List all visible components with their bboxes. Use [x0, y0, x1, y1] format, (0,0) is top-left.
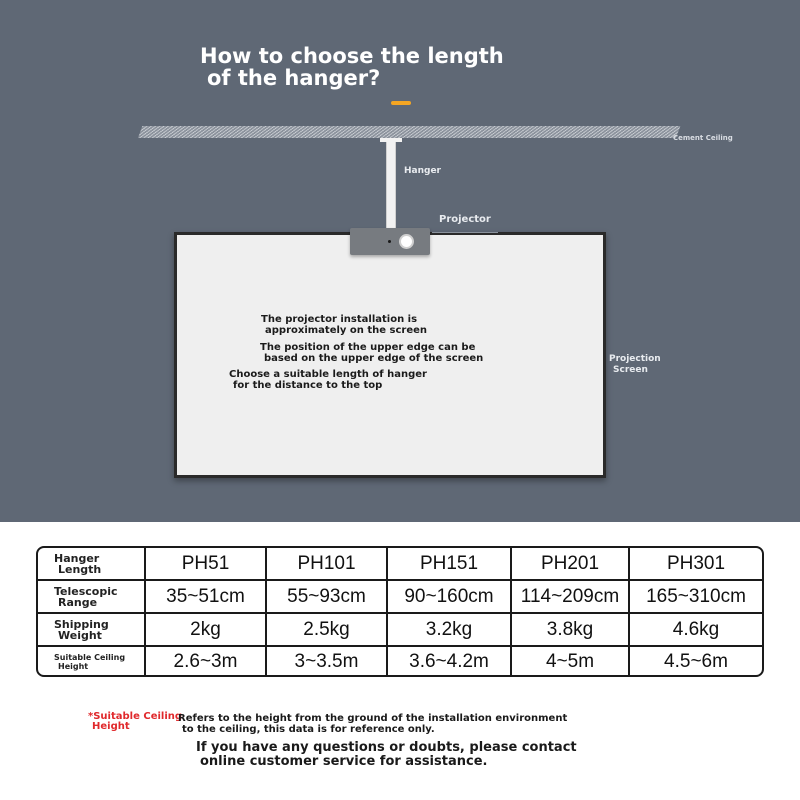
screen-label-line-2: Screen	[613, 365, 648, 375]
table-cell: 90~160cm	[386, 581, 510, 612]
table-cell: 3.8kg	[510, 614, 628, 645]
note-1-line-2: approximately on the screen	[265, 325, 428, 336]
note-2-line-2: based on the upper edge of the screen	[264, 353, 484, 364]
cement-ceiling-graphic	[138, 126, 680, 138]
projector-graphic	[350, 228, 430, 255]
hanger-rod-graphic	[386, 142, 396, 229]
table-cell: PH101	[265, 548, 386, 579]
table-cell: 2.6~3m	[144, 647, 265, 677]
table-cell: 3.2kg	[386, 614, 510, 645]
note-3-line-2: for the distance to the top	[233, 380, 383, 391]
note-3-line-1: Choose a suitable length of hanger	[229, 369, 427, 380]
table-cell: 3.6~4.2m	[386, 647, 510, 677]
row-header-line-2: Weight	[58, 628, 102, 642]
footnote-key	[88, 712, 182, 732]
footnote-text	[178, 713, 567, 735]
table-cell: 3~3.5m	[265, 647, 386, 677]
contact-notice	[196, 741, 577, 769]
table-cell: 4~5m	[510, 647, 628, 677]
table-cell: 165~310cm	[628, 581, 762, 612]
footnote-key-line-1: *Suitable Ceiling	[88, 711, 183, 722]
table-cell: 55~93cm	[265, 581, 386, 612]
hanger-label: Hanger	[404, 166, 441, 176]
contact-line-2: online customer service for assistance.	[200, 754, 488, 769]
footnote-key-line-2: Height	[92, 721, 130, 732]
row-header-line-2: Height	[58, 662, 89, 671]
table-row-shipping-weight	[38, 614, 762, 647]
row-header-line-1: Suitable Ceiling	[54, 653, 126, 662]
table-row-telescopic-range	[38, 581, 762, 614]
projector-callout-line	[432, 232, 498, 233]
table-cell: PH151	[386, 548, 510, 579]
row-header	[38, 548, 144, 579]
table-cell: 2kg	[144, 614, 265, 645]
table-cell: PH201	[510, 548, 628, 579]
table-cell: PH301	[628, 548, 762, 579]
row-header	[38, 581, 144, 612]
contact-line-1: If you have any questions or doubts, please contact	[196, 740, 577, 755]
screen-label-line-1: Projection	[609, 354, 661, 364]
table-cell: PH51	[144, 548, 265, 579]
table-row-suitable-ceiling-height	[38, 647, 762, 677]
note-2	[260, 342, 483, 364]
projection-screen-label	[609, 354, 661, 376]
title-line-1: How to choose the length	[200, 44, 504, 68]
indicator-dot-icon	[388, 240, 391, 243]
table-row-hanger-length	[38, 548, 762, 581]
table-cell: 2.5kg	[265, 614, 386, 645]
note-2-line-1: The position of the upper edge can be	[260, 342, 476, 353]
note-3	[229, 369, 427, 391]
footnote-text-line-1: Refers to the height from the ground of the installation environment	[178, 713, 568, 724]
row-header	[38, 614, 144, 645]
note-1-line-1: The projector installation is	[261, 314, 418, 325]
note-1	[261, 314, 427, 336]
row-header-line-2: Range	[58, 595, 98, 609]
hanger-spec-table	[36, 546, 764, 677]
footnote-text-line-2: to the ceiling, this data is for reference only.	[182, 724, 435, 735]
table-cell: 4.6kg	[628, 614, 762, 645]
row-header-line-1: Shipping	[54, 617, 109, 631]
projector-label: Projector	[439, 214, 491, 225]
title-line-2: of the hanger?	[207, 66, 381, 90]
row-header-line-2: Length	[58, 562, 102, 576]
table-cell: 114~209cm	[510, 581, 628, 612]
projector-lens-icon	[399, 234, 414, 249]
table-cell: 35~51cm	[144, 581, 265, 612]
row-header	[38, 647, 144, 677]
row-header-line-1: Hanger	[54, 551, 100, 565]
ceiling-label: Cement Ceiling	[673, 134, 733, 142]
table-cell: 4.5~6m	[628, 647, 762, 677]
page-title	[200, 45, 504, 89]
row-header-line-1: Telescopic	[54, 584, 118, 598]
accent-divider	[391, 101, 411, 105]
